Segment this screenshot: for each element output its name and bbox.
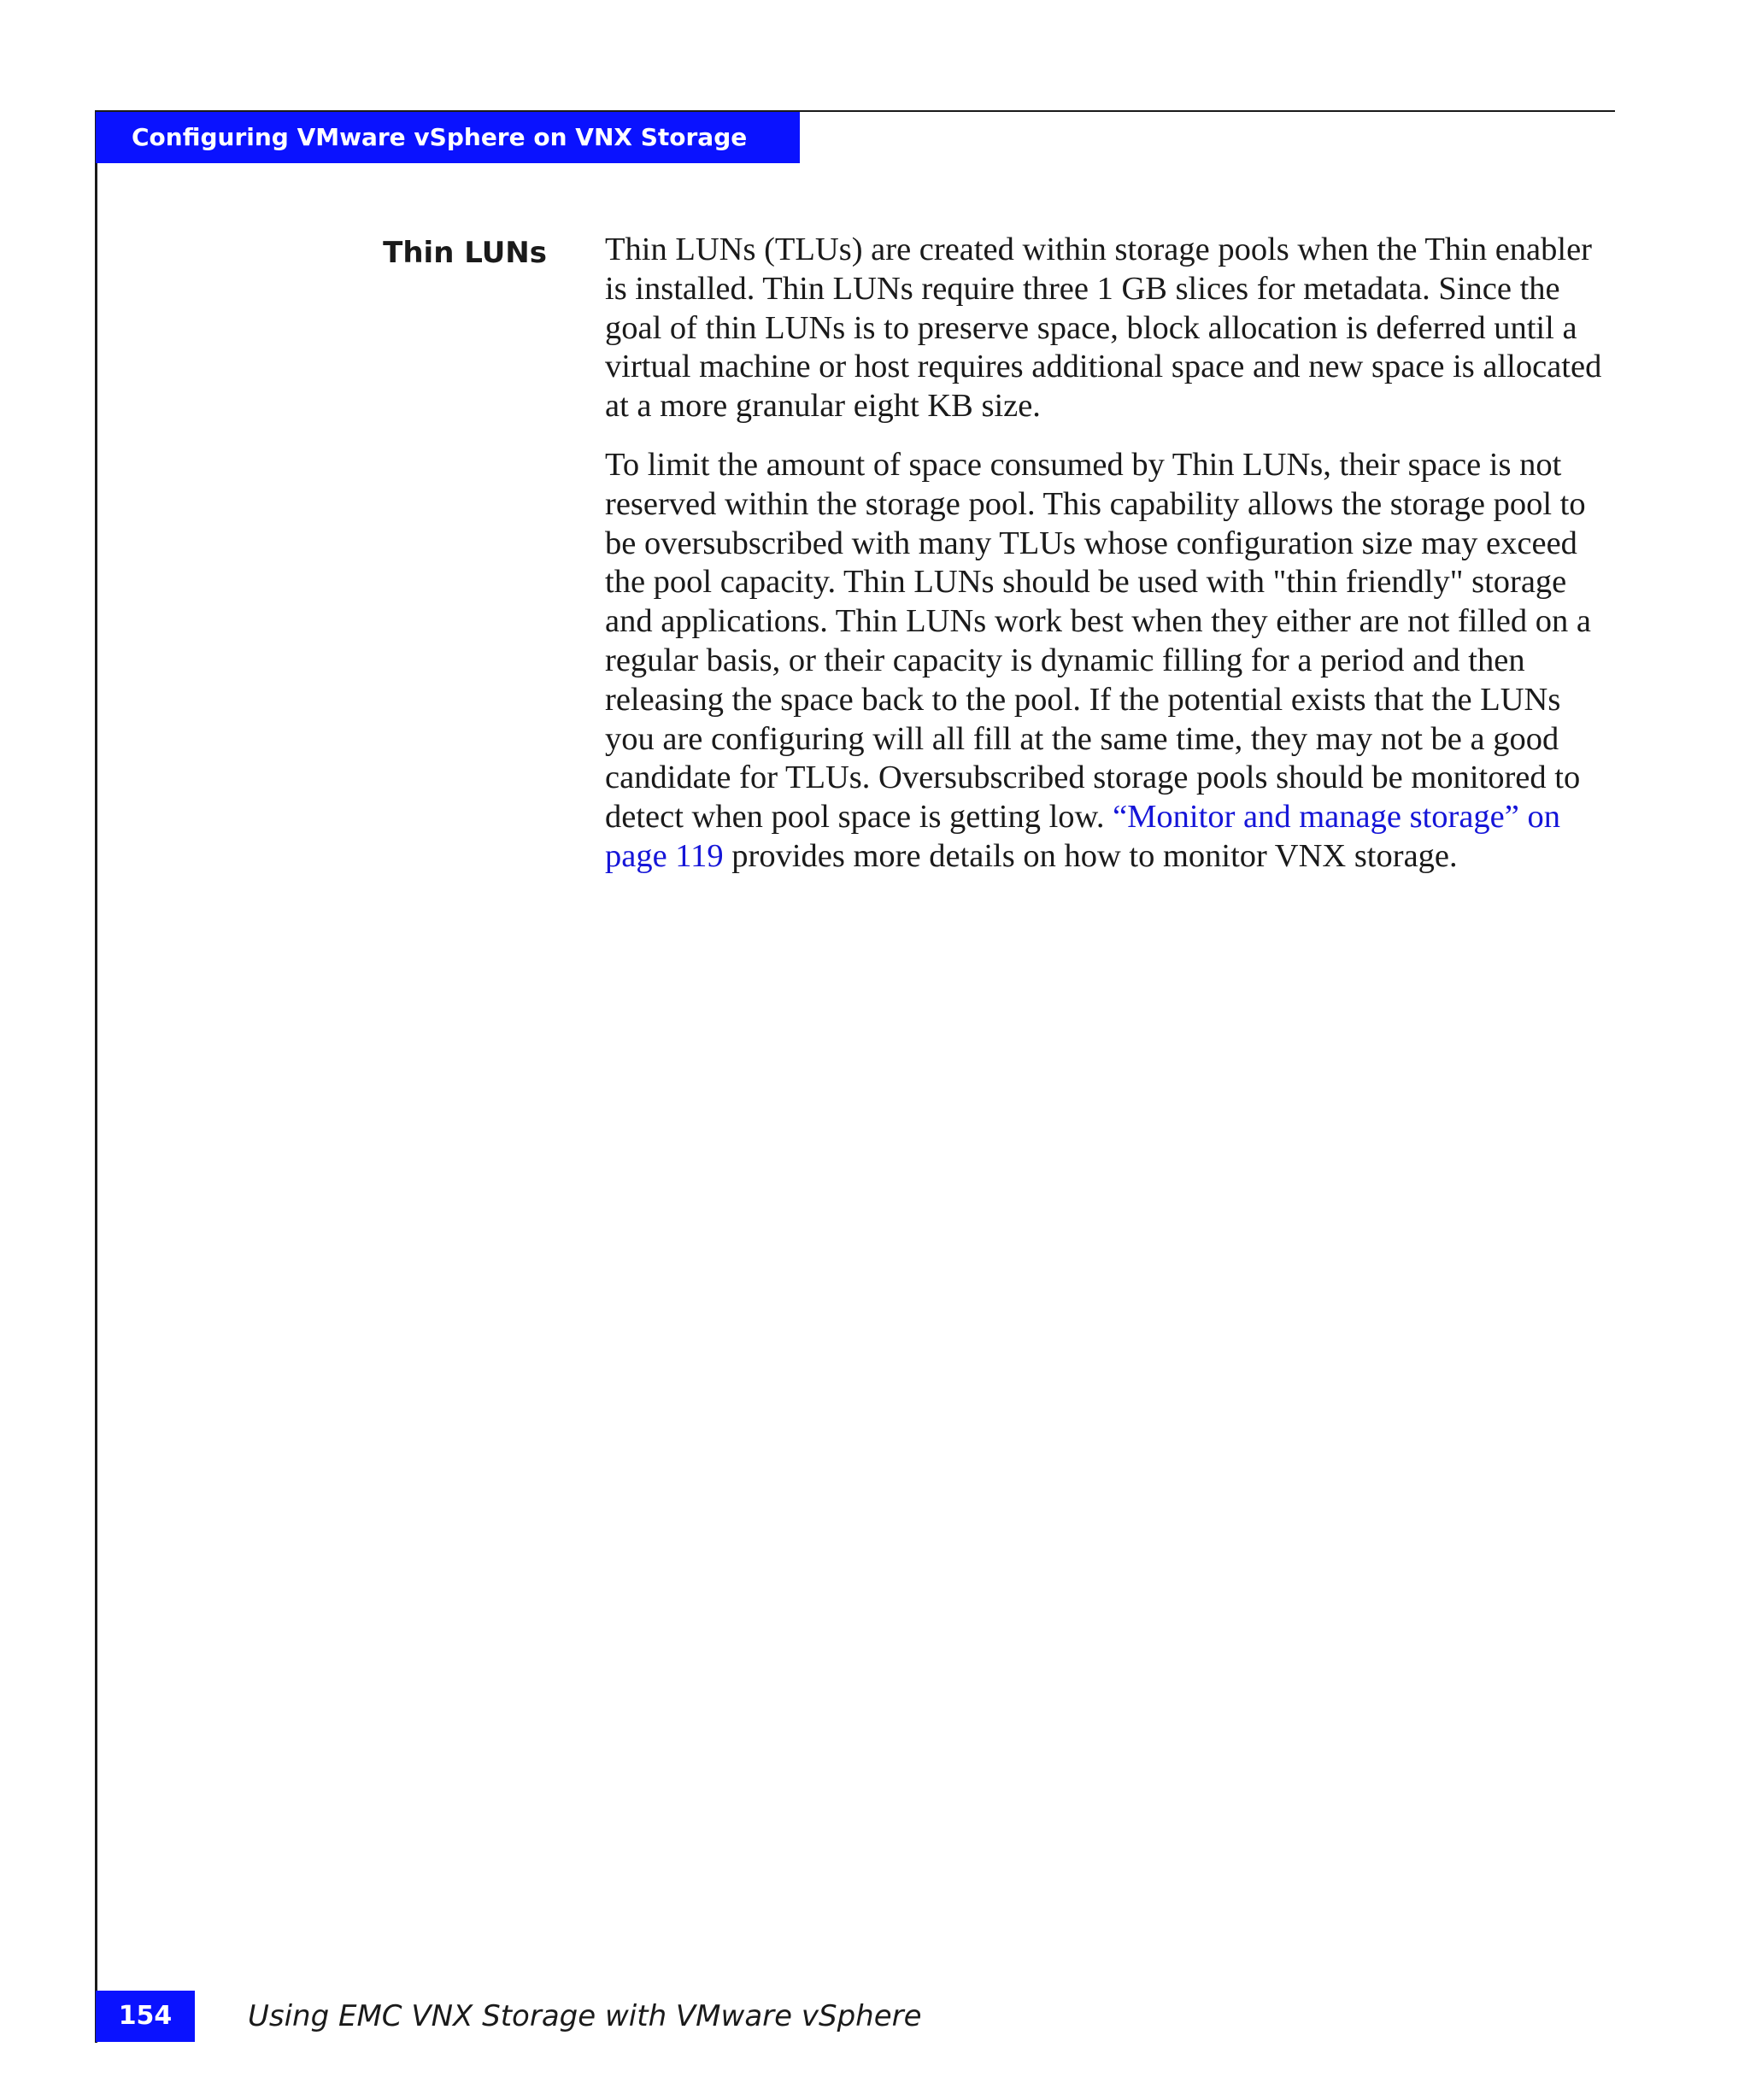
- paragraph-2: [605, 446, 1605, 877]
- section-heading: Thin LUNs: [383, 236, 547, 270]
- margin-rule: [95, 110, 97, 2043]
- paragraph-2-text-after-link: provides more details on how to monitor VNX storage.: [723, 837, 1458, 874]
- paragraph-2-text-before-link: To limit the amount of space consumed by Thin LUNs, their space is not reserved within the storage pool. This capability allows the storage pool to be oversubscribed with many TLUs whose configuration size may exceed the pool capacity. Thin LUNs should be used with "thin friendly" storage and applications. Thin LUNs work best when they either are not filled on a regular basis, or their capacity is dynamic filling for a period and then releasing the space back to the pool. If the potential exists that the LUNs you are configuring will all fill at the same time, they may not be a good candidate for TLUs. Oversubscribed storage pools should be monitored to detect when pool space is getting low.: [605, 446, 1591, 836]
- cross-reference-link[interactable]: “Monitor and manage storage” on page 119: [605, 799, 1560, 874]
- footer-book-title: Using EMC VNX Storage with VMware vSphere: [248, 1999, 922, 2033]
- chapter-header-tab: Configuring VMware vSphere on VNX Storage: [96, 112, 800, 163]
- page-number: 154: [96, 1991, 195, 2042]
- paragraph-1: Thin LUNs (TLUs) are created within storage pools when the Thin enabler is installed. Thin LUNs require three 1 GB slices for metadata. Since the goal of thin LUNs is to preserve space, block allocation is deferred until a virtual machine or host requires additional space and new space is allocated at a more granular eight KB size.: [605, 232, 1602, 425]
- section-body: [605, 231, 1605, 896]
